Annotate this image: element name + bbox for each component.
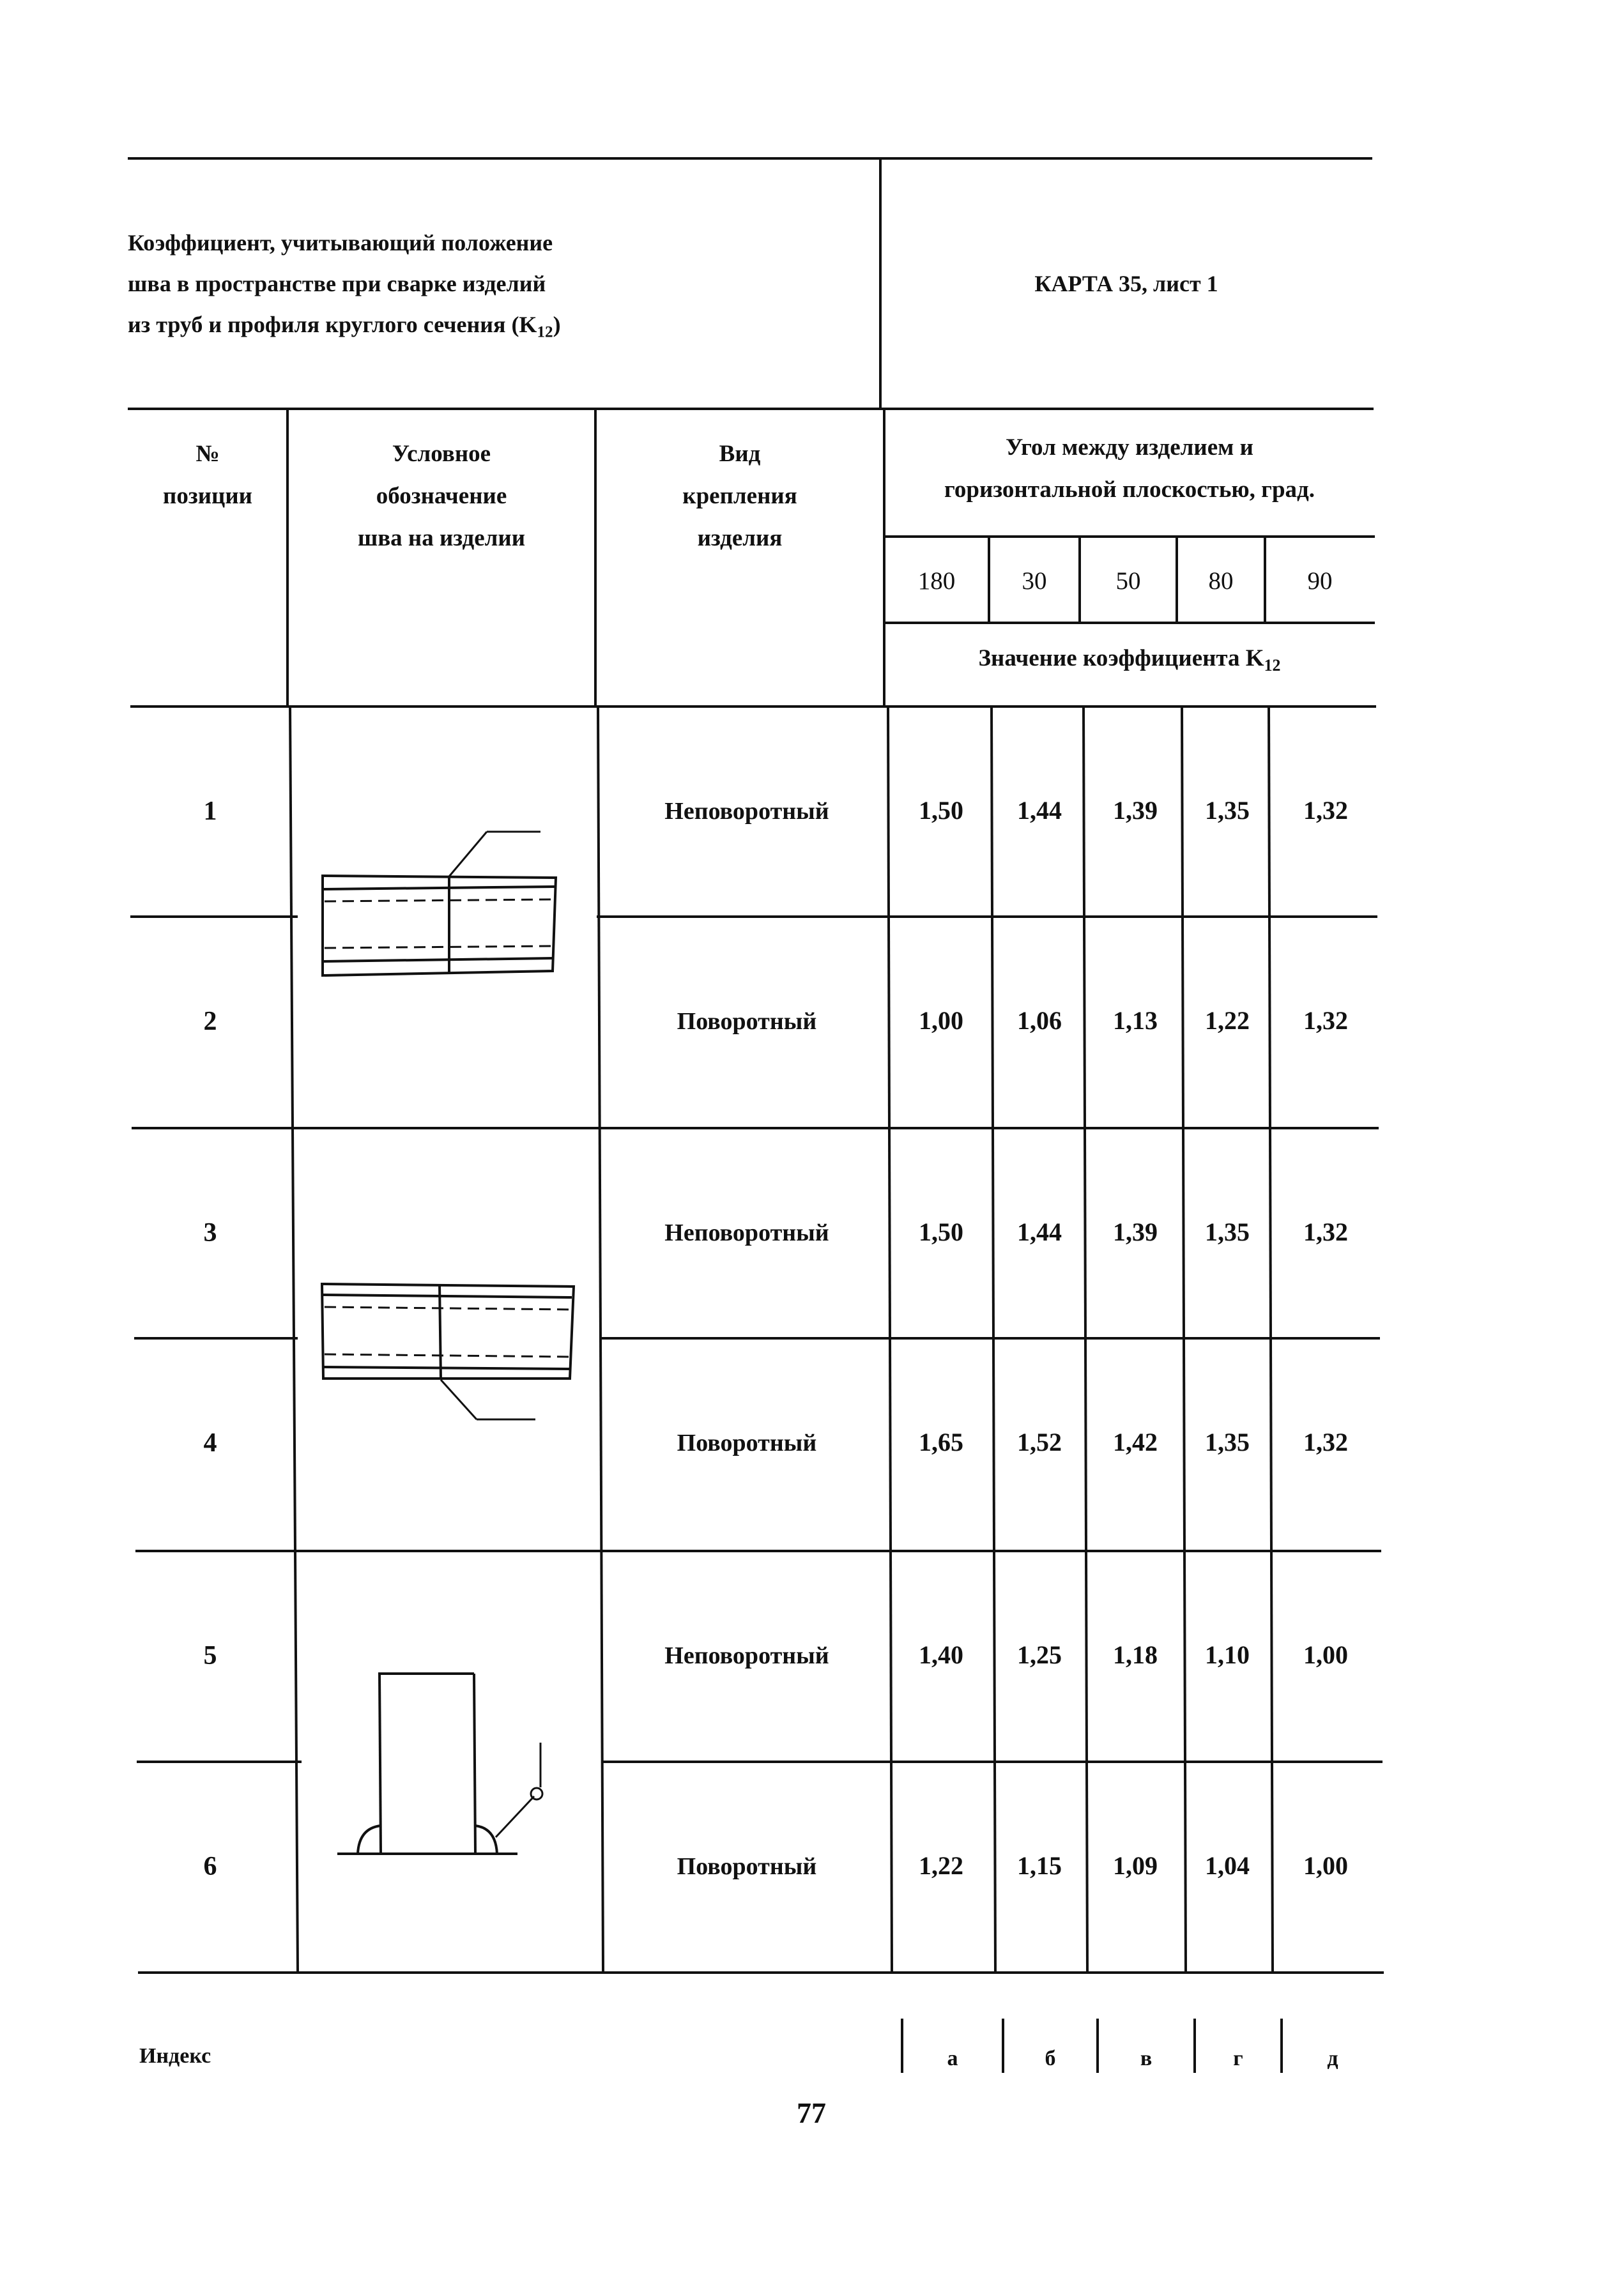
coefficient-cell: 1,50	[919, 1218, 963, 1246]
row-mounting-type: Неповоротный	[664, 1219, 829, 1246]
header-angle: Угол между изделием и горизонтальной плоскостью, град.	[944, 434, 1315, 503]
card-number: КАРТА 35, лист 1	[1034, 271, 1218, 296]
row-mounting-type: Поворотный	[677, 1430, 817, 1456]
coefficient-cell: 1,25	[1017, 1640, 1062, 1669]
angle-180: 180	[917, 567, 956, 595]
index-d: д	[1327, 2047, 1338, 2070]
row-mounting-type: Неповоротный	[664, 1642, 829, 1669]
coefficient-cell: 1,35	[1205, 1218, 1250, 1246]
coefficient-cell: 1,35	[1205, 796, 1250, 825]
title-line-1: Коэффициент, учитывающий положение	[128, 230, 553, 256]
coefficient-cell: 1,32	[1303, 1218, 1348, 1246]
angle-80: 80	[1208, 567, 1234, 595]
index-label: Индекс	[139, 2044, 211, 2068]
index-b: б	[1045, 2047, 1056, 2070]
coefficient-cell: 1,42	[1113, 1428, 1158, 1456]
coefficient-cell: 1,22	[1205, 1006, 1250, 1035]
coefficient-cell: 1,40	[919, 1640, 963, 1669]
coefficient-cell: 1,50	[919, 796, 963, 825]
angle-50: 50	[1115, 567, 1141, 595]
coefficient-cell: 1,32	[1303, 1428, 1348, 1456]
coefficient-cell: 1,35	[1205, 1428, 1250, 1456]
row-position-number: 6	[203, 1852, 217, 1881]
coefficient-cell: 1,39	[1113, 796, 1158, 825]
coefficient-cell: 1,13	[1113, 1006, 1158, 1035]
index-a: а	[947, 2047, 958, 2070]
weld-symbol-rows-1-2	[323, 832, 556, 975]
coefficient-cell: 1,52	[1017, 1428, 1062, 1456]
weld-symbol-rows-3-4	[322, 1284, 574, 1419]
index-g: г	[1233, 2047, 1243, 2070]
header-symbol: Условное обозначение шва на изделии	[357, 441, 526, 551]
row-position-number: 2	[203, 1007, 217, 1036]
weld-symbol-rows-5-6	[337, 1674, 542, 1854]
coefficient-cell: 1,00	[1303, 1640, 1348, 1669]
coef-label: Значение коэффициента $K_{12}$	[978, 645, 1281, 675]
row-mounting-type: Поворотный	[677, 1008, 817, 1035]
coefficient-cell: 1,00	[1303, 1851, 1348, 1880]
coefficient-cell: 1,22	[919, 1851, 963, 1880]
coefficient-cell: 1,04	[1205, 1851, 1250, 1880]
coefficient-cell: 1,39	[1113, 1218, 1158, 1246]
row-mounting-type: Неповоротный	[664, 798, 829, 825]
row-position-number: 4	[203, 1428, 217, 1458]
angle-90: 90	[1307, 567, 1333, 595]
coefficient-cell: 1,10	[1205, 1640, 1250, 1669]
coefficient-cell: 1,44	[1017, 1218, 1062, 1246]
coefficient-cell: 1,00	[919, 1006, 963, 1035]
coefficient-cell: 1,32	[1303, 796, 1348, 825]
table-title	[128, 222, 561, 353]
angle-30: 30	[1022, 567, 1047, 595]
coefficient-cell: 1,09	[1113, 1851, 1158, 1880]
title-line-2: шва в пространстве при сварке изделий	[128, 271, 546, 296]
coefficient-cell: 1,15	[1017, 1851, 1062, 1880]
row-position-number: 1	[203, 797, 217, 826]
row-mounting-type: Поворотный	[677, 1853, 817, 1880]
coefficient-cell: 1,44	[1017, 796, 1062, 825]
coefficient-cell: 1,32	[1303, 1006, 1348, 1035]
coefficient-cell: 1,06	[1017, 1006, 1062, 1035]
header-mounting: Вид крепления изделия	[682, 441, 797, 551]
coefficient-cell: 1,18	[1113, 1640, 1158, 1669]
page-number: 77	[797, 2097, 826, 2129]
coefficient-cell: 1,65	[919, 1428, 963, 1456]
header-position: № позиции	[163, 441, 252, 509]
row-position-number: 3	[203, 1218, 217, 1248]
title-line-3: из труб и профиля круглого сечения $(K_{12})$	[128, 312, 561, 341]
row-position-number: 5	[203, 1641, 217, 1670]
index-v: в	[1140, 2047, 1153, 2070]
